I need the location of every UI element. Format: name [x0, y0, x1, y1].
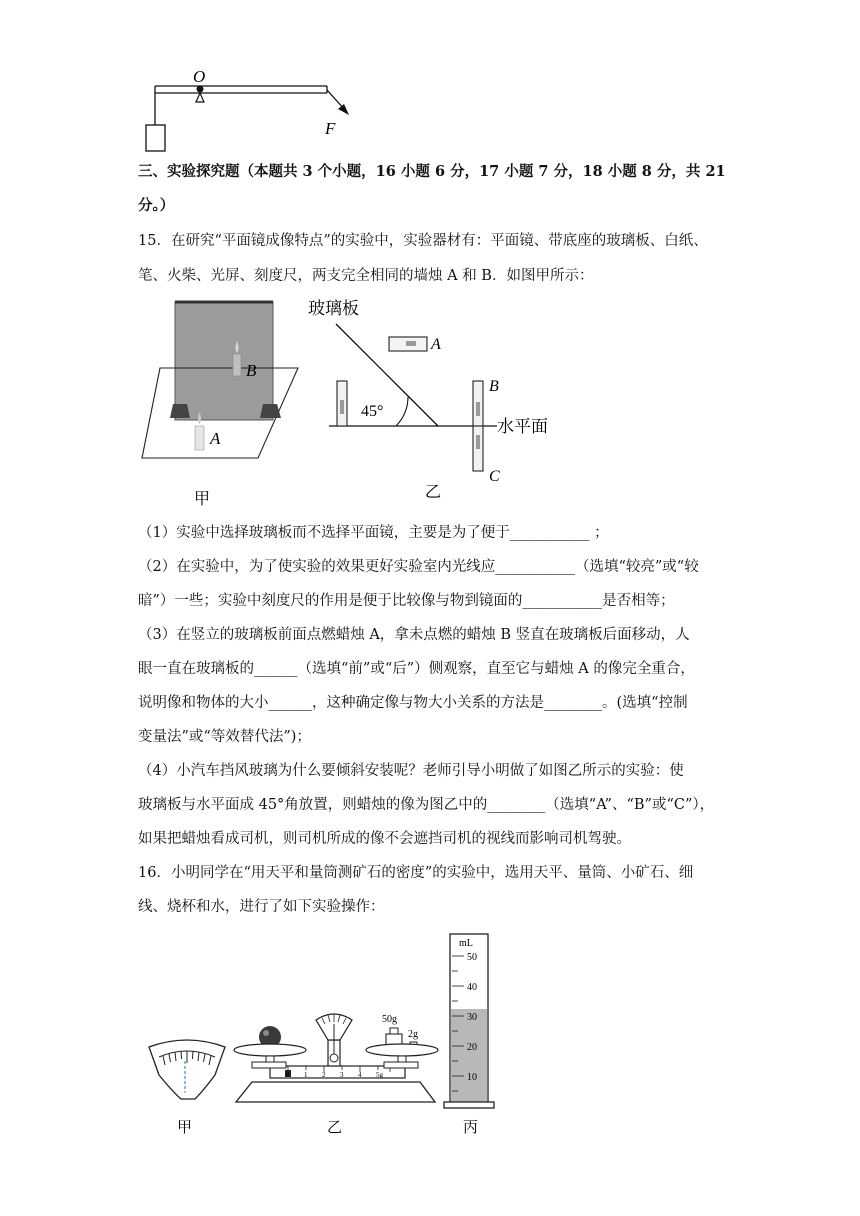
- scale-tick-2: 2: [322, 1071, 326, 1079]
- q15-p3-line1: （3）在竖立的玻璃板前面点燃蜡烛 A，拿未点燃的蜡烛 B 竖直在玻璃板后面移动，人: [138, 627, 690, 643]
- candle-b: [233, 354, 241, 376]
- cylinder-unit: mL: [459, 938, 473, 949]
- left-pan: [234, 1044, 306, 1056]
- balance-base: [236, 1082, 435, 1102]
- fig-jia-caption: 甲: [194, 491, 211, 508]
- q15-intro-line1: 15．在研究“平面镜成像特点”的实验中，实验器材有：平面镜、带底座的玻璃板、白纸、: [138, 233, 708, 249]
- q16-fig-bing-caption: 丙: [463, 1120, 479, 1136]
- q15-intro-line2: 笔、火柴、光屏、刻度尺，两支完全相同的墙烛 A 和 B．如图甲所示：: [138, 268, 594, 284]
- force-arrow: [338, 104, 349, 115]
- glass-plate: [175, 302, 273, 420]
- q16-figure-jia: [145, 1035, 230, 1140]
- q16-intro-line1: 16．小明同学在“用天平和量筒测矿石的密度”的实验中，选用天平、量筒、小矿石、细: [138, 865, 694, 881]
- cylinder-tick-50: 50: [467, 952, 477, 963]
- q16-intro-line2: 线、烧杯和水，进行了如下实验操作：: [138, 899, 385, 915]
- horizontal-label: 水平面: [497, 417, 548, 436]
- pivot: [197, 86, 204, 93]
- right-pan: [366, 1044, 438, 1056]
- q15-p3-line3: 说明像和物体的大小______，这种确定像与物大小关系的方法是________。(选填“控制: [138, 695, 688, 711]
- glass-label: 玻璃板: [308, 299, 359, 318]
- scale-tick-4: 4: [358, 1071, 362, 1079]
- scale-tick-0: 0: [286, 1071, 290, 1079]
- pivot-label: O: [193, 67, 206, 86]
- hanging-weight: [146, 125, 165, 151]
- weight-50g-label: 50g: [382, 1014, 397, 1025]
- weight-2g-label: 2g: [408, 1029, 418, 1040]
- q16-fig-jia-caption: 甲: [177, 1120, 193, 1136]
- scale-tick-5g: 5g: [376, 1071, 383, 1079]
- q15-p1: （1）实验中选择玻璃板而不选择平面镜，主要是为了便于___________ ；: [138, 525, 609, 541]
- cylinder-water: [451, 1009, 487, 1105]
- q16-figure-yi: [230, 1000, 445, 1140]
- q15-p3-line4: 变量法”或“等效替代法”)；: [138, 729, 311, 745]
- q15-p4-line3: 如果把蜡烛看成司机，则司机所成的像不会遮挡司机的视线而影响司机驾驶。: [138, 831, 631, 847]
- yi-point-c-label: C: [489, 468, 500, 485]
- lever-figure: [135, 62, 365, 157]
- yi-point-a-label: A: [431, 336, 441, 353]
- candle-a: [195, 426, 204, 450]
- q15-p3-line2: 眼一直在玻璃板的______（选填“前”或“后”）侧观察，直至它与蜡烛 A 的像完全重合，: [138, 661, 695, 677]
- scale-tick-1: 1: [304, 1071, 308, 1079]
- cylinder-tick-40: 40: [467, 982, 477, 993]
- yi-point-b-label: B: [489, 378, 499, 395]
- cylinder-tick-10: 10: [467, 1072, 477, 1083]
- q16-fig-yi-caption: 乙: [327, 1120, 343, 1136]
- cylinder-tick-20: 20: [467, 1042, 477, 1053]
- candle-a-label: A: [210, 429, 221, 448]
- q15-figure-jia: [140, 296, 315, 514]
- pointer-dial: [149, 1040, 225, 1099]
- q15-figure-yi: [305, 294, 575, 506]
- force-label: F: [325, 119, 336, 138]
- candle-b-label: B: [246, 361, 257, 380]
- scale-tick-3: 3: [340, 1071, 344, 1079]
- angle-label: 45°: [361, 403, 384, 420]
- section3-heading-line1: 三、实验探究题（本题共 3 个小题，16 小题 6 分，17 小题 7 分，18 小题 8 分，共 21: [138, 163, 726, 180]
- q16-figure-bing: [440, 928, 500, 1140]
- q15-p2-line2: 暗”）一些；实验中刻度尺的作用是便于比较像与物到镜面的___________是否相等；: [138, 593, 675, 609]
- fig-yi-caption: 乙: [425, 484, 442, 501]
- q15-p4-line1: （4）小汽车挡风玻璃为什么要倾斜安装呢？老师引导小明做了如图乙所示的实验：使: [138, 763, 684, 779]
- q15-p4-line2: 玻璃板与水平面成 45°角放置，则蜡烛的像为图乙中的________（选填“A”、“B”或“C”），: [138, 797, 715, 813]
- q15-p2-line1: （2）在实验中，为了使实验的效果更好实验室内光线应___________（选填“较亮”或“较: [138, 559, 699, 575]
- cylinder-tick-30: 30: [467, 1012, 477, 1023]
- section3-heading-line2: 分。）: [138, 197, 175, 214]
